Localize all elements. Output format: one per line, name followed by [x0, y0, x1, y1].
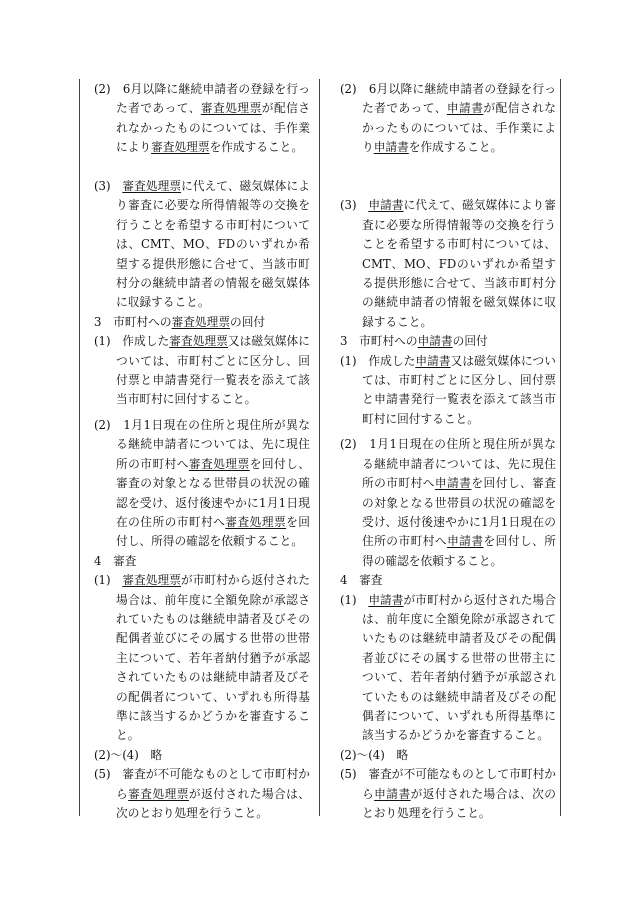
right-item-4-2: (2)～(4) 略 — [340, 747, 409, 762]
table-border-right — [560, 79, 561, 816]
left-heading-4: 4 審査 — [94, 553, 137, 568]
right-column — [334, 80, 556, 823]
left-item-4-1: (1) 審査処理票が市町村から返付された場合は、前年度に全額免除が承認されていたものは継続申請者及びその配偶者並びにその属する世帯の世帯主について、若年者納付猶予が承認されていたものは継続申請者及びその配偶者について、いずれも所得基準に該当するかどうかを審査すること。 — [94, 573, 310, 743]
left-item-2-2: (2) 6月以降に継続申請者の登録を行った者であって、審査処理票が配信されなかったものについては、手作業により審査処理票を作成すること。 — [94, 82, 310, 155]
right-heading-3: 3 市町村への申請書の回付 — [340, 334, 488, 349]
comparison-table — [79, 79, 561, 821]
right-item-3-2: (2) 1月1日現在の住所と現住所が異なる継続申請者については、先に現住所の市町村へ申請書を回付し、審査の対象となる世帯員の状況の確認を受け、返付後速やかに1月1日現在の住所の市町村へ申請書を回付し、所得の確認を依頼すること。 — [340, 437, 556, 568]
right-item-4-5: (5) 審査が不可能なものとして市町村から申請書が返付された場合は、次のとおり処理を行うこと。 — [340, 767, 556, 820]
right-item-2-2: (2) 6月以降に継続申請者の登録を行った者であって、申請書が配信されなかったものについては、手作業により申請書を作成すること。 — [340, 82, 556, 155]
right-item-2-3: (3) 申請書に代えて、磁気媒体により審査に必要な所得情報等の交換を行うことを希望する市町村については、CMT、MO、FDのいずれか希望する提供形態に合せて、当該市町村分の継続申請者の情報を磁気媒体に収録すること。 — [340, 198, 556, 329]
left-column — [88, 80, 310, 823]
right-heading-4: 4 審査 — [340, 573, 383, 588]
left-item-4-2: (2)～(4) 略 — [94, 747, 163, 762]
left-item-3-1: (1) 作成した審査処理票又は磁気媒体については、市町村ごとに区分し、回付票と申請書発行一覧表を添えて該当市町村に回付すること。 — [94, 334, 310, 407]
left-heading-3: 3 市町村への審査処理票の回付 — [94, 314, 266, 329]
left-item-3-2: (2) 1月1日現在の住所と現住所が異なる継続申請者については、先に現住所の市町村へ審査処理票を回付し、審査の対象となる世帯員の状況の確認を受け、返付後速やかに1月1日現在の住所の市町村へ審査処理票を回付し、所得の確認を依頼すること。 — [94, 417, 310, 549]
right-item-4-1: (1) 申請書が市町村から返付された場合は、前年度に全額免除が承認されていたものは継続申請者及びその配偶者並びにその属する世帯の世帯主について、若年者納付猶予が承認されていたものは継続申請者及びその配偶者について、いずれも所得基準に該当するかどうかを審査すること。 — [340, 592, 556, 743]
table-border-middle — [319, 79, 320, 816]
left-item-2-3: (3) 審査処理票に代えて、磁気媒体により審査に必要な所得情報等の交換を行うことを希望する市町村については、CMT、MO、FDのいずれか希望する提供形態に合せて、当該市町村分の継続申請者の情報を磁気媒体に収録すること。 — [94, 179, 310, 310]
left-item-4-5: (5) 審査が不可能なものとして市町村から審査処理票が返付された場合は、次のとおり処理を行うこと。 — [94, 767, 310, 821]
right-item-3-1: (1) 作成した申請書又は磁気媒体については、市町村ごとに区分し、回付票と申請書発行一覧表を添えて該当市町村に回付すること。 — [340, 353, 556, 426]
table-border-left — [79, 79, 80, 816]
